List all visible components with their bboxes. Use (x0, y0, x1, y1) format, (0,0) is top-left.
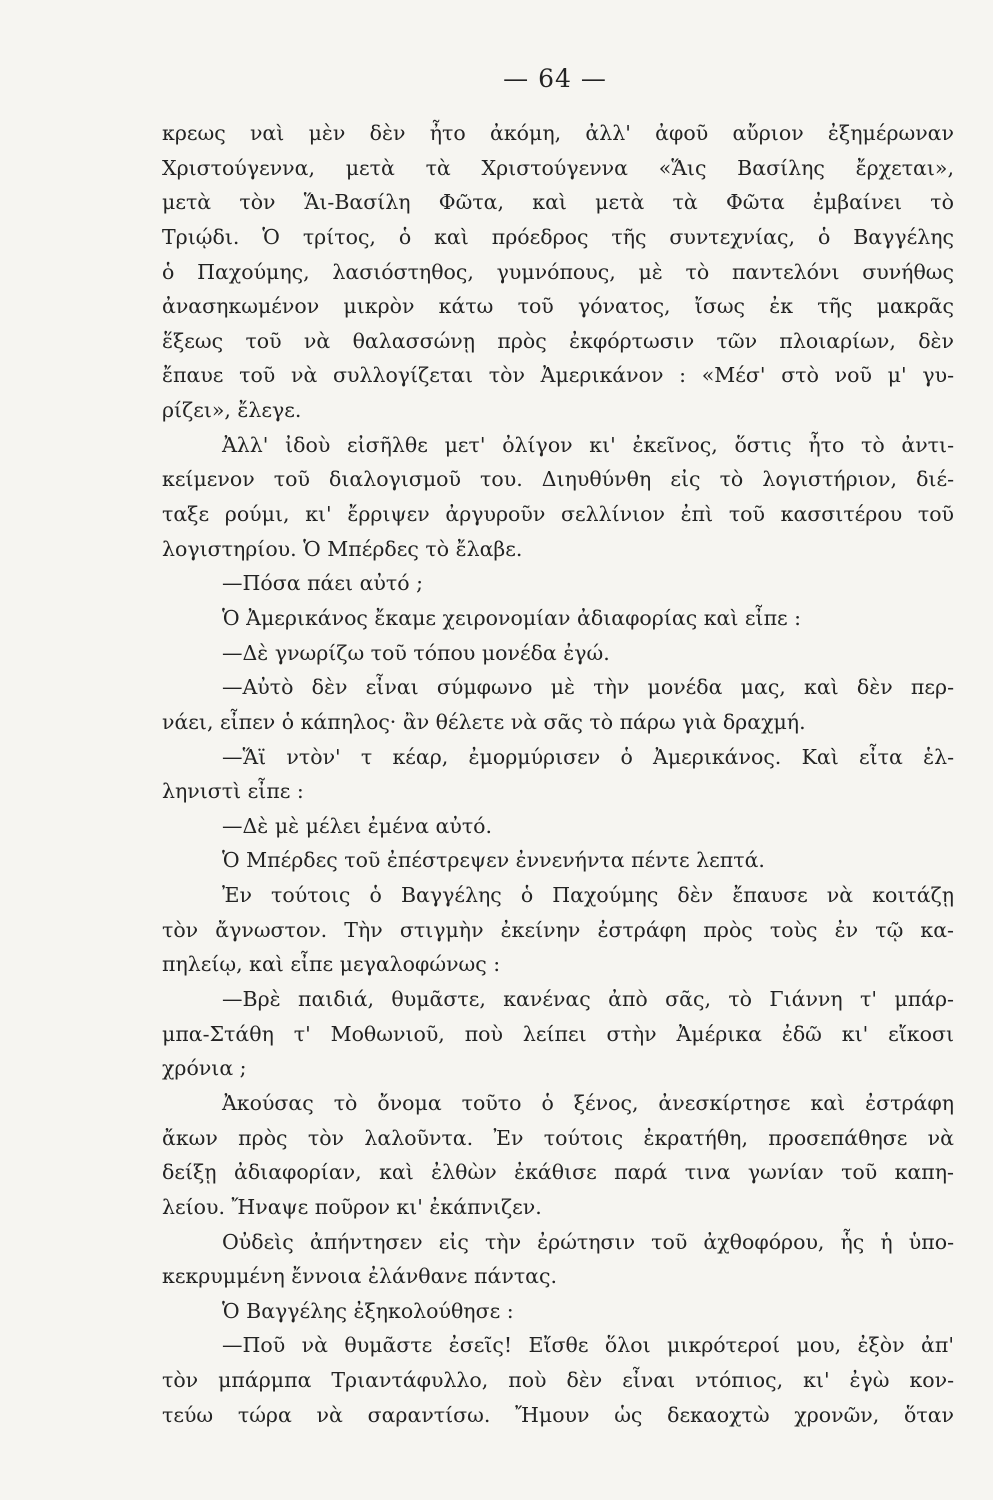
text-line: Χριστούγεννα, μετὰ τὰ Χριστούγεννα «Ἅις Βασίλης ἔρχεται», (162, 155, 954, 180)
text-line: λογιστηρίου. Ὁ Μπέρδες τὸ ἔλαβε. (162, 536, 523, 561)
text-line: ἄκων πρὸς τὸν λαλοῦντα. Ἐν τούτοις ἐκρατήθη, προσεπάθησε νὰ (162, 1125, 954, 1150)
text-line: κρεως ναὶ μὲν δὲν ἦτο ἀκόμη, ἀλλ' ἀφοῦ αὔριον ἐξημέρωναν (162, 121, 954, 145)
text-line: τὸν μπάρμπα Τριαντάφυλλο, ποὺ δὲν εἶναι ντόπιος, κι' ἐγὼ κον- (162, 1368, 954, 1393)
text-line: —Δὲ γνωρίζω τοῦ τόπου μονέδα ἐγώ. (222, 640, 610, 665)
text-line: Ἀλλ' ἰδοὺ εἰσῆλθε μετ' ὀλίγον κι' ἐκεῖνος, ὅστις ἦτο τὸ ἀντι- (222, 432, 954, 457)
text-line: —Βρὲ παιδιά, θυμᾶστε, κανένας ἀπὸ σᾶς, τὸ Γιάννη τ' μπάρ- (222, 987, 954, 1012)
page-number: — 64 — (503, 64, 607, 93)
text-line: κεκρυμμένη ἔννοια ἐλάνθανε πάντας. (162, 1264, 557, 1289)
text-line: Ὁ Βαγγέλης ἐξηκολούθησε : (222, 1298, 514, 1323)
text-line: —Ἅϊ ντὸν' τ κέαρ, ἐμορμύρισεν ὁ Ἀμερικάνος. Καὶ εἶτα ἑλ- (222, 744, 954, 769)
text-line: τεύω τώρα νὰ σαραντίσω. Ἤμουν ὡς δεκαοχτὼ χρονῶν, ὅταν (162, 1402, 954, 1427)
text-line: ρίζει», ἔλεγε. (162, 398, 302, 423)
text-line: τὸν ἄγνωστον. Τὴν στιγμὴν ἐκείνην ἐστράφη πρὸς τοὺς ἐν τῷ κα- (162, 917, 954, 942)
text-line: μετὰ τὸν Ἅι-Βασίλη Φῶτα, καὶ μετὰ τὰ Φῶτα ἐμβαίνει τὸ (162, 190, 954, 215)
text-line: Ὁ Ἀμερικάνος ἔκαμε χειρονομίαν ἀδιαφορίας καὶ εἶπε : (222, 605, 802, 630)
text-line: πηλείῳ, καὶ εἶπε μεγαλοφώνως : (162, 952, 501, 977)
text-line: —Πόσα πάει αὐτό ; (222, 571, 423, 596)
text-line: δείξῃ ἀδιαφορίαν, καὶ ἐλθὼν ἐκάθισε παρά τινα γωνίαν τοῦ καπη- (162, 1160, 954, 1185)
text-line: ἔπαυε τοῦ νὰ συλλογίζεται τὸν Ἀμερικάνον : «Μέσ' στὸ νοῦ μ' γυ- (162, 363, 954, 388)
text-line: ταξε ρούμι, κι' ἔρριψεν ἀργυροῦν σελλίνιον ἐπὶ τοῦ κασσιτέρου τοῦ (162, 502, 954, 527)
text-line: χρόνια ; (162, 1056, 247, 1081)
body-text (162, 116, 954, 1432)
text-line: ἕξεως τοῦ νὰ θαλασσώνῃ πρὸς ἐκφόρτωσιν τῶν πλοιαρίων, δὲν (162, 328, 954, 353)
text-line: ἀνασηκωμένον μικρὸν κάτω τοῦ γόνατος, ἴσως ἐκ τῆς μακρᾶς (162, 294, 954, 319)
text-line: Ἀκούσας τὸ ὄνομα τοῦτο ὁ ξένος, ἀνεσκίρτησε καὶ ἐστράφη (222, 1090, 954, 1115)
text-line: Ἐν τούτοις ὁ Βαγγέλης ὁ Παχούμης δὲν ἔπαυσε νὰ κοιτάζῃ (222, 883, 954, 908)
text-line: Οὐδεὶς ἀπήντησεν εἰς τὴν ἐρώτησιν τοῦ ἀχθοφόρου, ἧς ἡ ὑπο- (222, 1229, 954, 1254)
text-line: κείμενον τοῦ διαλογισμοῦ του. Διηυθύνθη εἰς τὸ λογιστήριον, διέ- (162, 467, 954, 492)
text-line: —Αὐτὸ δὲν εἶναι σύμφωνο μὲ τὴν μονέδα μας, καὶ δὲν περ- (222, 675, 954, 700)
text-line: μπα-Στάθη τ' Μοθωνιοῦ, ποὺ λείπει στὴν Ἀμέρικα ἐδῶ κι' εἴκοσι (162, 1021, 954, 1046)
text-line: ληνιστὶ εἶπε : (162, 779, 304, 804)
text-line: Τριῴδι. Ὁ τρίτος, ὁ καὶ πρόεδρος τῆς συντεχνίας, ὁ Βαγγέλης (162, 224, 954, 249)
text-line: νάει, εἶπεν ὁ κάπηλος· ἂν θέλετε νὰ σᾶς τὸ πάρω γιὰ δραχμή. (162, 709, 806, 734)
text-line: —Δὲ μὲ μέλει ἐμένα αὐτό. (222, 813, 493, 838)
text-line: λείου. Ἤναψε ποῦρον κι' ἐκάπνιζεν. (162, 1194, 542, 1219)
text-line: —Ποῦ νὰ θυμᾶστε ἐσεῖς! Εἴσθε ὅλοι μικρότεροί μου, ἐξὸν ἀπ' (222, 1333, 954, 1358)
text-line: Ὁ Μπέρδες τοῦ ἐπέστρεψεν ἐννενήντα πέντε λεπτά. (222, 848, 765, 873)
text-line: ὁ Παχούμης, λασιόστηθος, γυμνόπους, μὲ τὸ παντελόνι συνήθως (162, 259, 954, 284)
